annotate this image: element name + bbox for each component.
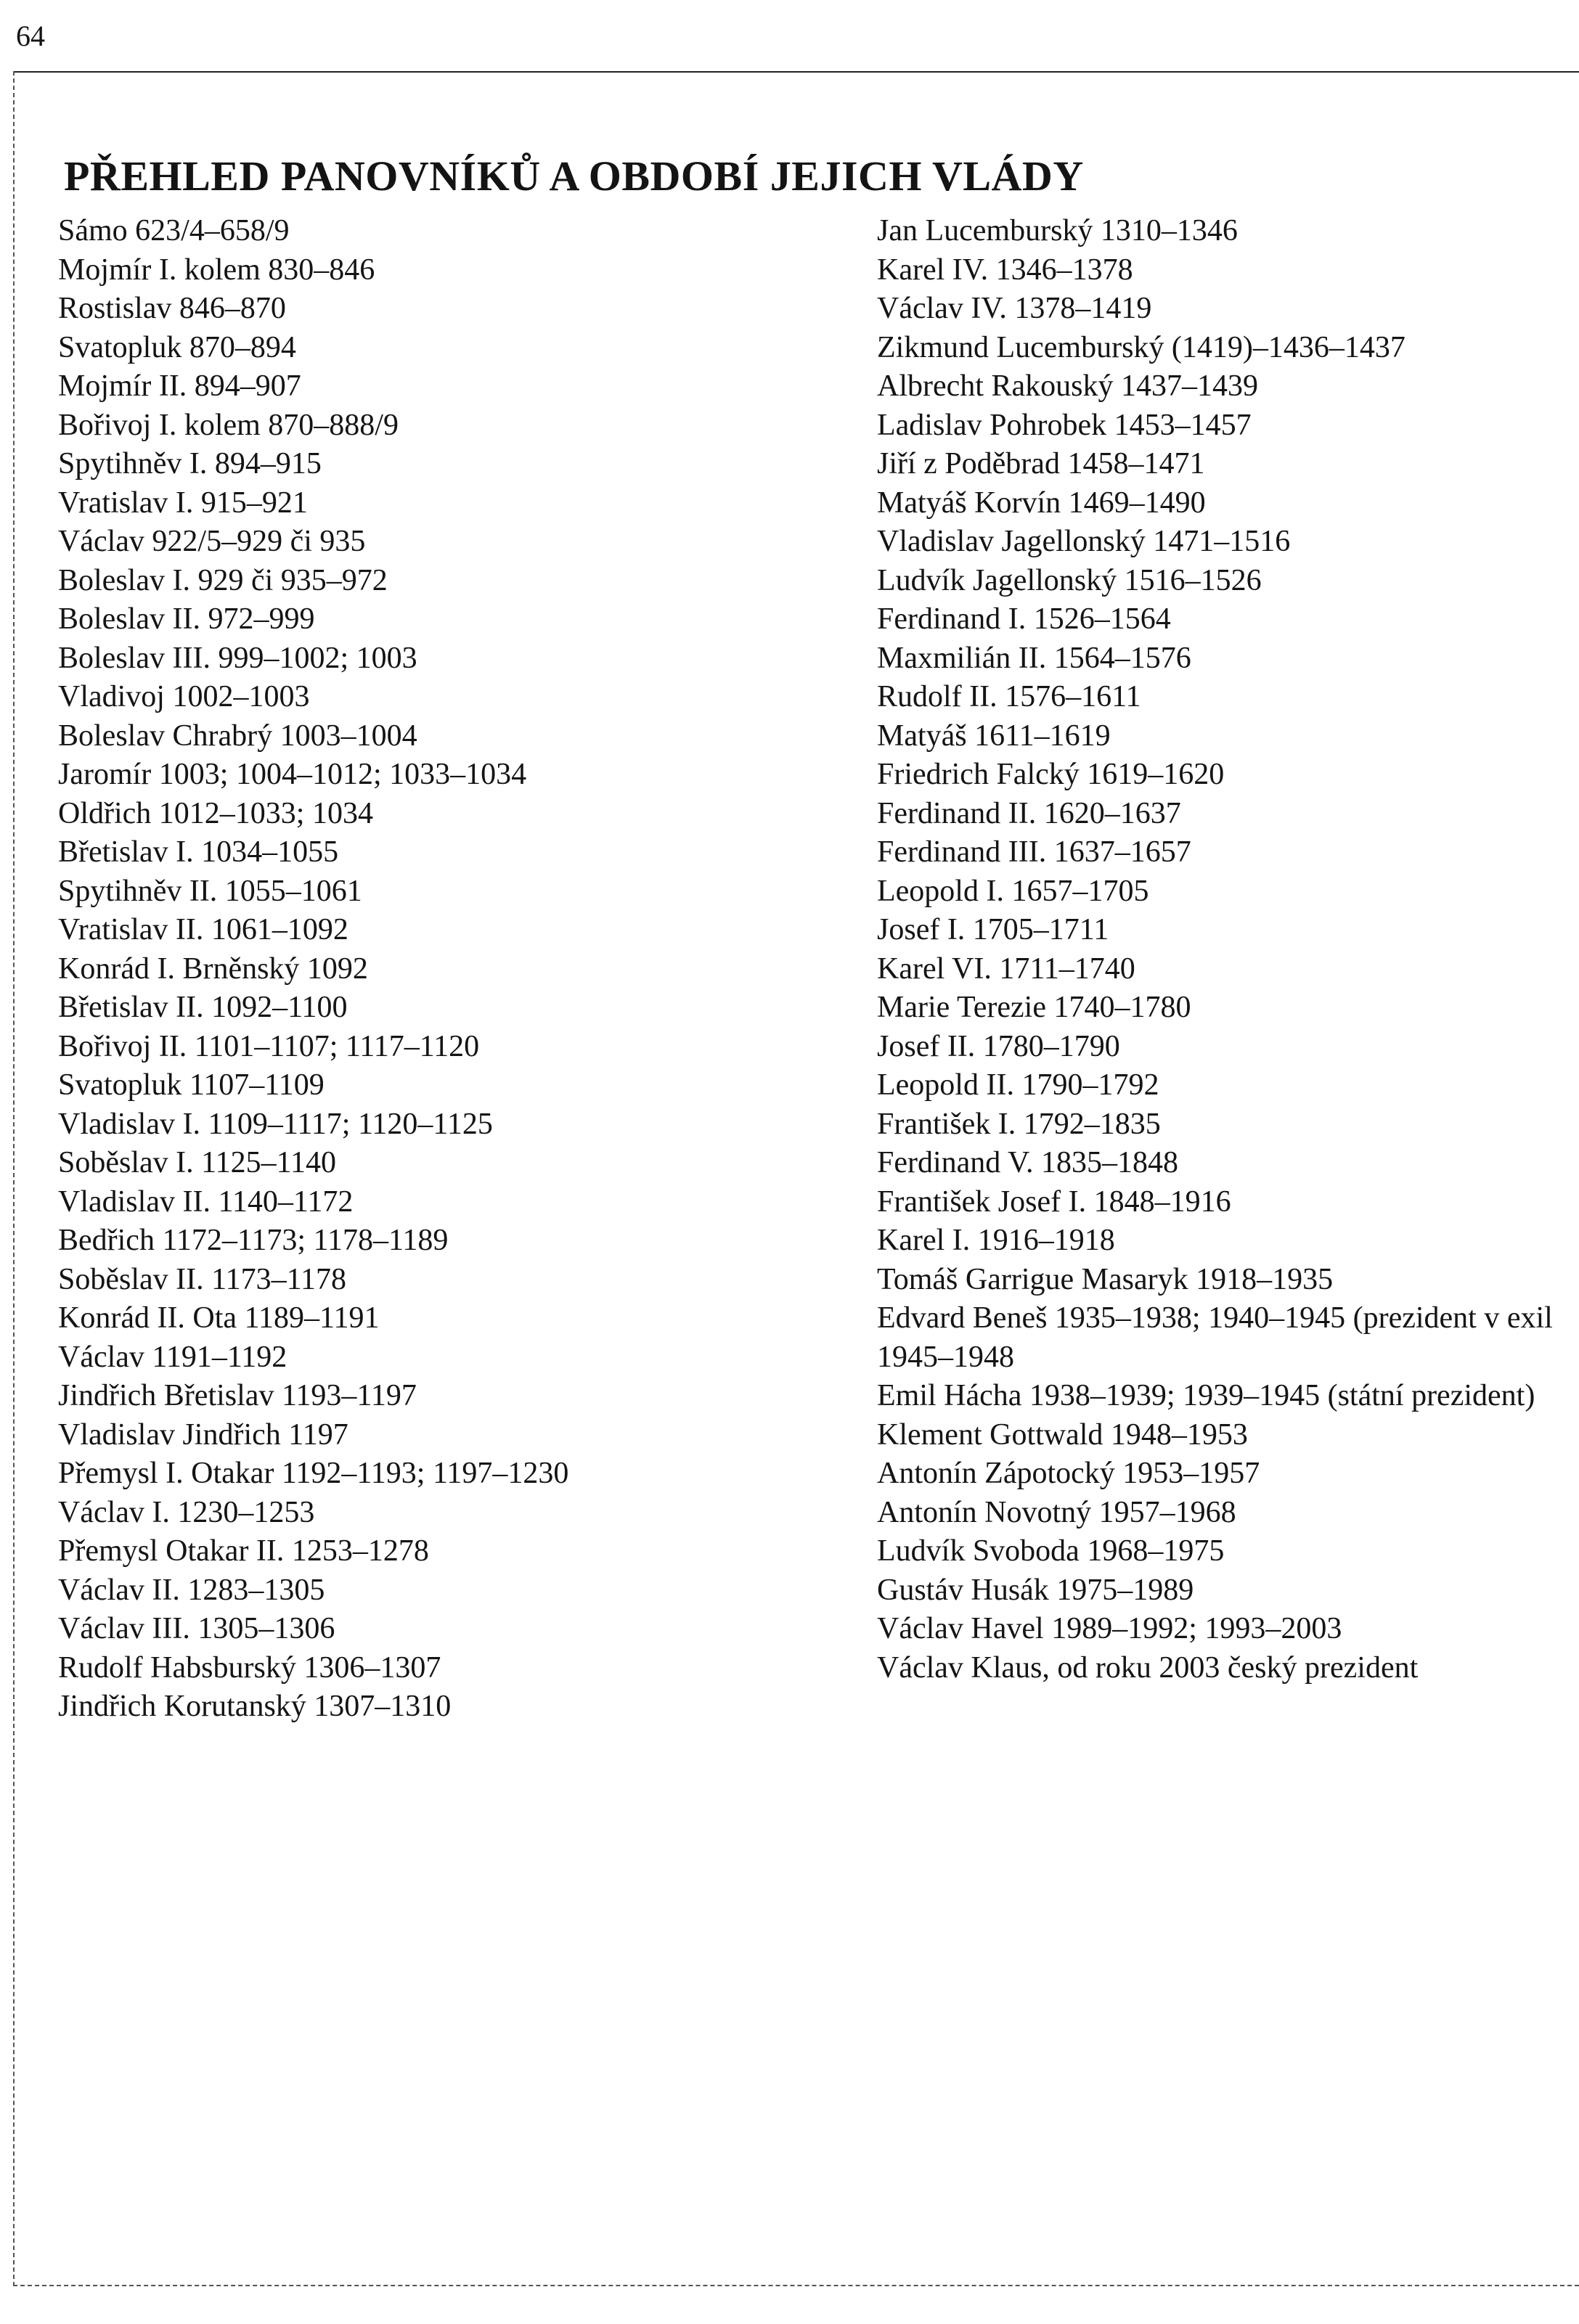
ruler-entry: Vladislav Jagellonský 1471–1516 — [877, 525, 1291, 558]
ruler-entry: Václav 1191–1192 — [58, 1340, 287, 1374]
ruler-entry: Ferdinand III. 1637–1657 — [877, 835, 1191, 869]
ruler-entry: Soběslav II. 1173–1178 — [58, 1262, 347, 1296]
ruler-entry: Edvard Beneš 1935–1938; 1940–1945 (prezident v exil — [877, 1301, 1553, 1335]
ruler-entry: Rudolf Habsburský 1306–1307 — [58, 1650, 441, 1685]
ruler-entry: Karel I. 1916–1918 — [877, 1224, 1115, 1257]
ruler-entry: Leopold II. 1790–1792 — [877, 1068, 1159, 1102]
ruler-entry: Jaromír 1003; 1004–1012; 1033–1034 — [58, 758, 527, 791]
ruler-entry: Břetislav II. 1092–1100 — [58, 991, 348, 1024]
ruler-entry: Jiří z Poděbrad 1458–1471 — [877, 447, 1205, 480]
ruler-entry: Antonín Zápotocký 1953–1957 — [877, 1457, 1260, 1490]
ruler-entry: Bořivoj II. 1101–1107; 1117–1120 — [58, 1029, 480, 1063]
ruler-entry: Ladislav Pohrobek 1453–1457 — [877, 408, 1252, 442]
ruler-entry: Bedřich 1172–1173; 1178–1189 — [58, 1224, 449, 1257]
ruler-entry: František Josef I. 1848–1916 — [877, 1184, 1231, 1219]
ruler-entry: Albrecht Rakouský 1437–1439 — [877, 369, 1258, 403]
ruler-entry: Mojmír I. kolem 830–846 — [58, 253, 375, 287]
ruler-entry: Leopold I. 1657–1705 — [877, 874, 1149, 908]
ruler-entry: Bořivoj I. kolem 870–888/9 — [58, 408, 399, 442]
ruler-entry: Rudolf II. 1576–1611 — [877, 680, 1141, 713]
ruler-entry: Vratislav II. 1061–1092 — [58, 913, 348, 946]
ruler-entry: Mojmír II. 894–907 — [58, 369, 301, 403]
ruler-entry: Vladislav II. 1140–1172 — [58, 1184, 354, 1219]
ruler-entry: Emil Hácha 1938–1939; 1939–1945 (státní prezident) — [877, 1379, 1535, 1412]
ruler-entry: Václav II. 1283–1305 — [58, 1573, 325, 1607]
ruler-entry: Vladislav I. 1109–1117; 1120–1125 — [58, 1107, 493, 1141]
ruler-entry: Přemysl Otakar II. 1253–1278 — [58, 1534, 429, 1568]
ruler-entry: Klement Gottwald 1948–1953 — [877, 1417, 1248, 1452]
ruler-entry: Ludvík Jagellonský 1516–1526 — [877, 563, 1262, 597]
ruler-entry: 1945–1948 — [877, 1340, 1014, 1374]
ruler-entry: Spytihněv II. 1055–1061 — [58, 874, 362, 908]
ruler-entry: Ferdinand I. 1526–1564 — [877, 602, 1171, 636]
ruler-entry: Jindřich Korutanský 1307–1310 — [58, 1690, 452, 1723]
ruler-entry: Konrád II. Ota 1189–1191 — [58, 1301, 380, 1335]
ruler-entry: Matyáš 1611–1619 — [877, 719, 1111, 753]
ruler-entry: Boleslav I. 929 či 935–972 — [58, 563, 388, 597]
top-rule — [13, 71, 1579, 73]
ruler-entry: Oldřich 1012–1033; 1034 — [58, 796, 373, 830]
ruler-entry: Ferdinand V. 1835–1848 — [877, 1146, 1178, 1179]
ruler-entry: Matyáš Korvín 1469–1490 — [877, 486, 1206, 520]
ruler-entry: Josef I. 1705–1711 — [877, 913, 1109, 946]
ruler-entry: Svatopluk 1107–1109 — [58, 1068, 325, 1102]
rulers-list-right — [877, 212, 1579, 1687]
ruler-entry: Václav IV. 1378–1419 — [877, 292, 1152, 325]
ruler-entry: Václav I. 1230–1253 — [58, 1495, 315, 1529]
page-number: 64 — [16, 20, 45, 52]
ruler-entry: Přemysl I. Otakar 1192–1193; 1197–1230 — [58, 1457, 569, 1490]
ruler-entry: Břetislav I. 1034–1055 — [58, 835, 339, 869]
ruler-entry: František I. 1792–1835 — [877, 1107, 1161, 1141]
page-title: PŘEHLED PANOVNÍKŮ A OBDOBÍ JEJICH VLÁDY — [64, 152, 1084, 200]
ruler-entry: Ludvík Svoboda 1968–1975 — [877, 1534, 1225, 1568]
ruler-entry: Václav 922/5–929 či 935 — [58, 525, 366, 558]
ruler-entry: Josef II. 1780–1790 — [877, 1029, 1120, 1063]
ruler-entry: Sámo 623/4–658/9 — [58, 214, 290, 247]
ruler-entry: Gustáv Husák 1975–1989 — [877, 1573, 1194, 1607]
ruler-entry: Boleslav Chrabrý 1003–1004 — [58, 719, 417, 753]
ruler-entry: Marie Terezie 1740–1780 — [877, 991, 1191, 1024]
ruler-entry: Zikmund Lucemburský (1419)–1436–1437 — [877, 330, 1405, 364]
ruler-entry: Friedrich Falcký 1619–1620 — [877, 758, 1225, 791]
ruler-entry: Vladislav Jindřich 1197 — [58, 1417, 348, 1452]
ruler-entry: Karel VI. 1711–1740 — [877, 952, 1135, 986]
ruler-entry: Vratislav I. 915–921 — [58, 486, 308, 520]
left-margin-rule — [13, 71, 15, 2286]
ruler-entry: Boleslav II. 972–999 — [58, 602, 315, 636]
ruler-entry: Jindřich Břetislav 1193–1197 — [58, 1379, 417, 1412]
ruler-entry: Svatopluk 870–894 — [58, 330, 296, 364]
ruler-entry: Antonín Novotný 1957–1968 — [877, 1495, 1236, 1529]
ruler-entry: Václav Klaus, od roku 2003 český prezident — [877, 1650, 1419, 1685]
ruler-entry: Jan Lucemburský 1310–1346 — [877, 214, 1238, 247]
bottom-rule — [13, 2285, 1579, 2286]
ruler-entry: Soběslav I. 1125–1140 — [58, 1146, 337, 1179]
ruler-entry: Maxmilián II. 1564–1576 — [877, 641, 1191, 675]
ruler-entry: Ferdinand II. 1620–1637 — [877, 796, 1181, 830]
ruler-entry: Rostislav 846–870 — [58, 292, 286, 325]
ruler-entry: Václav III. 1305–1306 — [58, 1612, 335, 1645]
ruler-entry: Boleslav III. 999–1002; 1003 — [58, 641, 417, 675]
ruler-entry: Vladivoj 1002–1003 — [58, 680, 310, 713]
rulers-list-left — [58, 212, 842, 1727]
ruler-entry: Václav Havel 1989–1992; 1993–2003 — [877, 1612, 1342, 1645]
ruler-entry: Spytihněv I. 894–915 — [58, 447, 322, 480]
ruler-entry: Karel IV. 1346–1378 — [877, 253, 1133, 287]
ruler-entry: Konrád I. Brněnský 1092 — [58, 952, 368, 986]
ruler-entry: Tomáš Garrigue Masaryk 1918–1935 — [877, 1262, 1334, 1296]
